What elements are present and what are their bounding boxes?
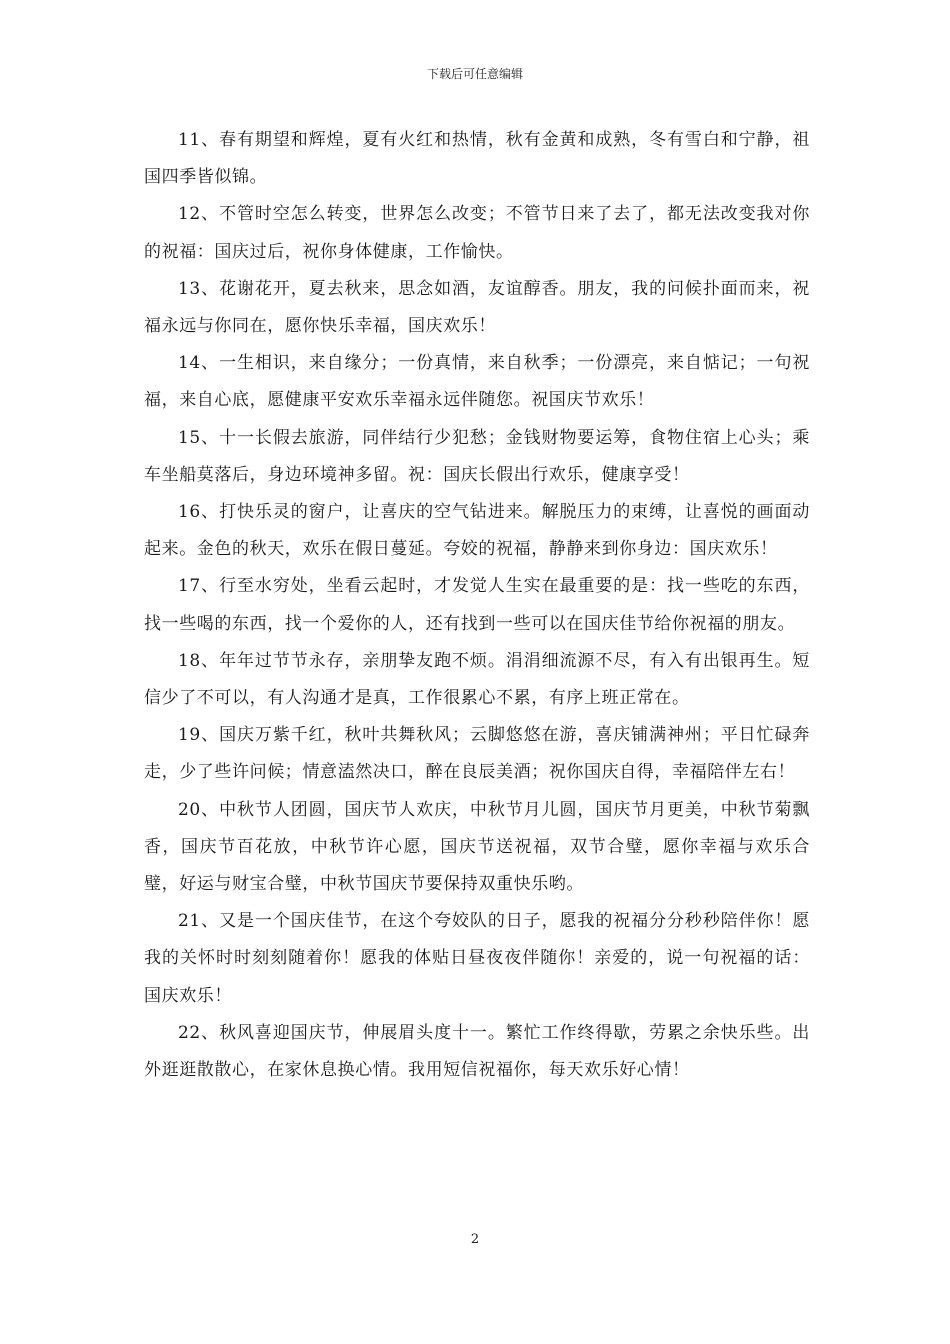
paragraph-12: 12、不管时空怎么转变，世界怎么改变；不管节日来了去了，都无法改变我对你的祝福：国庆过后，祝你身体健康，工作愉快。 <box>144 204 810 262</box>
paragraph-21: 21、又是一个国庆佳节，在这个夸姣队的日子，愿我的祝福分分秒秒陪伴你！愿我的关怀时时刻刻随着你！愿我的体贴日昼夜夜伴随你！亲爱的，说一句祝福的话：国庆欢乐！ <box>144 911 810 1006</box>
paragraph-18: 18、年年过节节永存，亲朋挚友跑不烦。涓涓细流源不尽，有入有出银再生。短信少了不可以，有人沟通才是真，工作很累心不累，有序上班正常在。 <box>144 650 810 709</box>
paragraph-11: 11、春有期望和辉煌，夏有火红和热情，秋有金黄和成熟，冬有雪白和宁静，祖国四季皆似锦。 <box>144 130 810 188</box>
page-number: 2 <box>470 1232 480 1247</box>
paragraph-20: 20、中秋节人团圆，国庆节人欢庆，中秋节月儿圆，国庆节月更美，中秋节菊飘香，国庆节百花放，中秋节许心愿，国庆节送祝福，双节合璧，愿你幸福与欢乐合璧，好运与财宝合璧，中秋节国庆节要保持双重快乐哟。 <box>144 799 810 895</box>
paragraph-22: 22、秋风喜迎国庆节，伸展眉头度十一。繁忙工作终得歇，劳累之余快乐些。出外逛逛散散心，在家休息换心情。我用短信祝福你，每天欢乐好心情！ <box>144 1022 810 1081</box>
paragraph-15: 15、十一长假去旅游，同伴结行少犯愁；金钱财物要运筹，食物住宿上心头；乘车坐船莫落后，身边环境神多留。祝：国庆长假出行欢乐，健康享受！ <box>144 427 810 485</box>
paragraph-16: 16、打快乐灵的窗户，让喜庆的空气钻进来。解脱压力的束缚，让喜悦的画面动起来。金色的秋天，欢乐在假日蔓延。夸姣的祝福，静静来到你身边：国庆欢乐！ <box>144 502 810 560</box>
paragraph-17: 17、行至水穷处，坐看云起时，才发觉人生实在最重要的是：找一些吃的东西，找一些喝的东西，找一个爱你的人，还有找到一些可以在国庆佳节给你祝福的朋友。 <box>144 576 810 634</box>
page-header: 下载后可任意编辑 <box>426 67 523 81</box>
paragraph-19: 19、国庆万紫千红，秋叶共舞秋风；云脚悠悠在游，喜庆铺满神州；平日忙碌奔走，少了些许问候；情意溘然决口，醉在良辰美酒；祝你国庆自得，幸福陪伴左右！ <box>144 725 810 783</box>
paragraph-13: 13、花谢花开，夏去秋来，思念如酒，友谊醇香。朋友，我的问候扑面而来，祝福永远与你同在，愿你快乐幸福，国庆欢乐！ <box>144 278 810 337</box>
paragraph-14: 14、一生相识，来自缘分；一份真情，来自秋季；一份漂亮，来自惦记；一句祝福，来自心底，愿健康平安欢乐幸福永远伴随您。祝国庆节欢乐！ <box>144 353 810 411</box>
document-body <box>144 122 810 1089</box>
